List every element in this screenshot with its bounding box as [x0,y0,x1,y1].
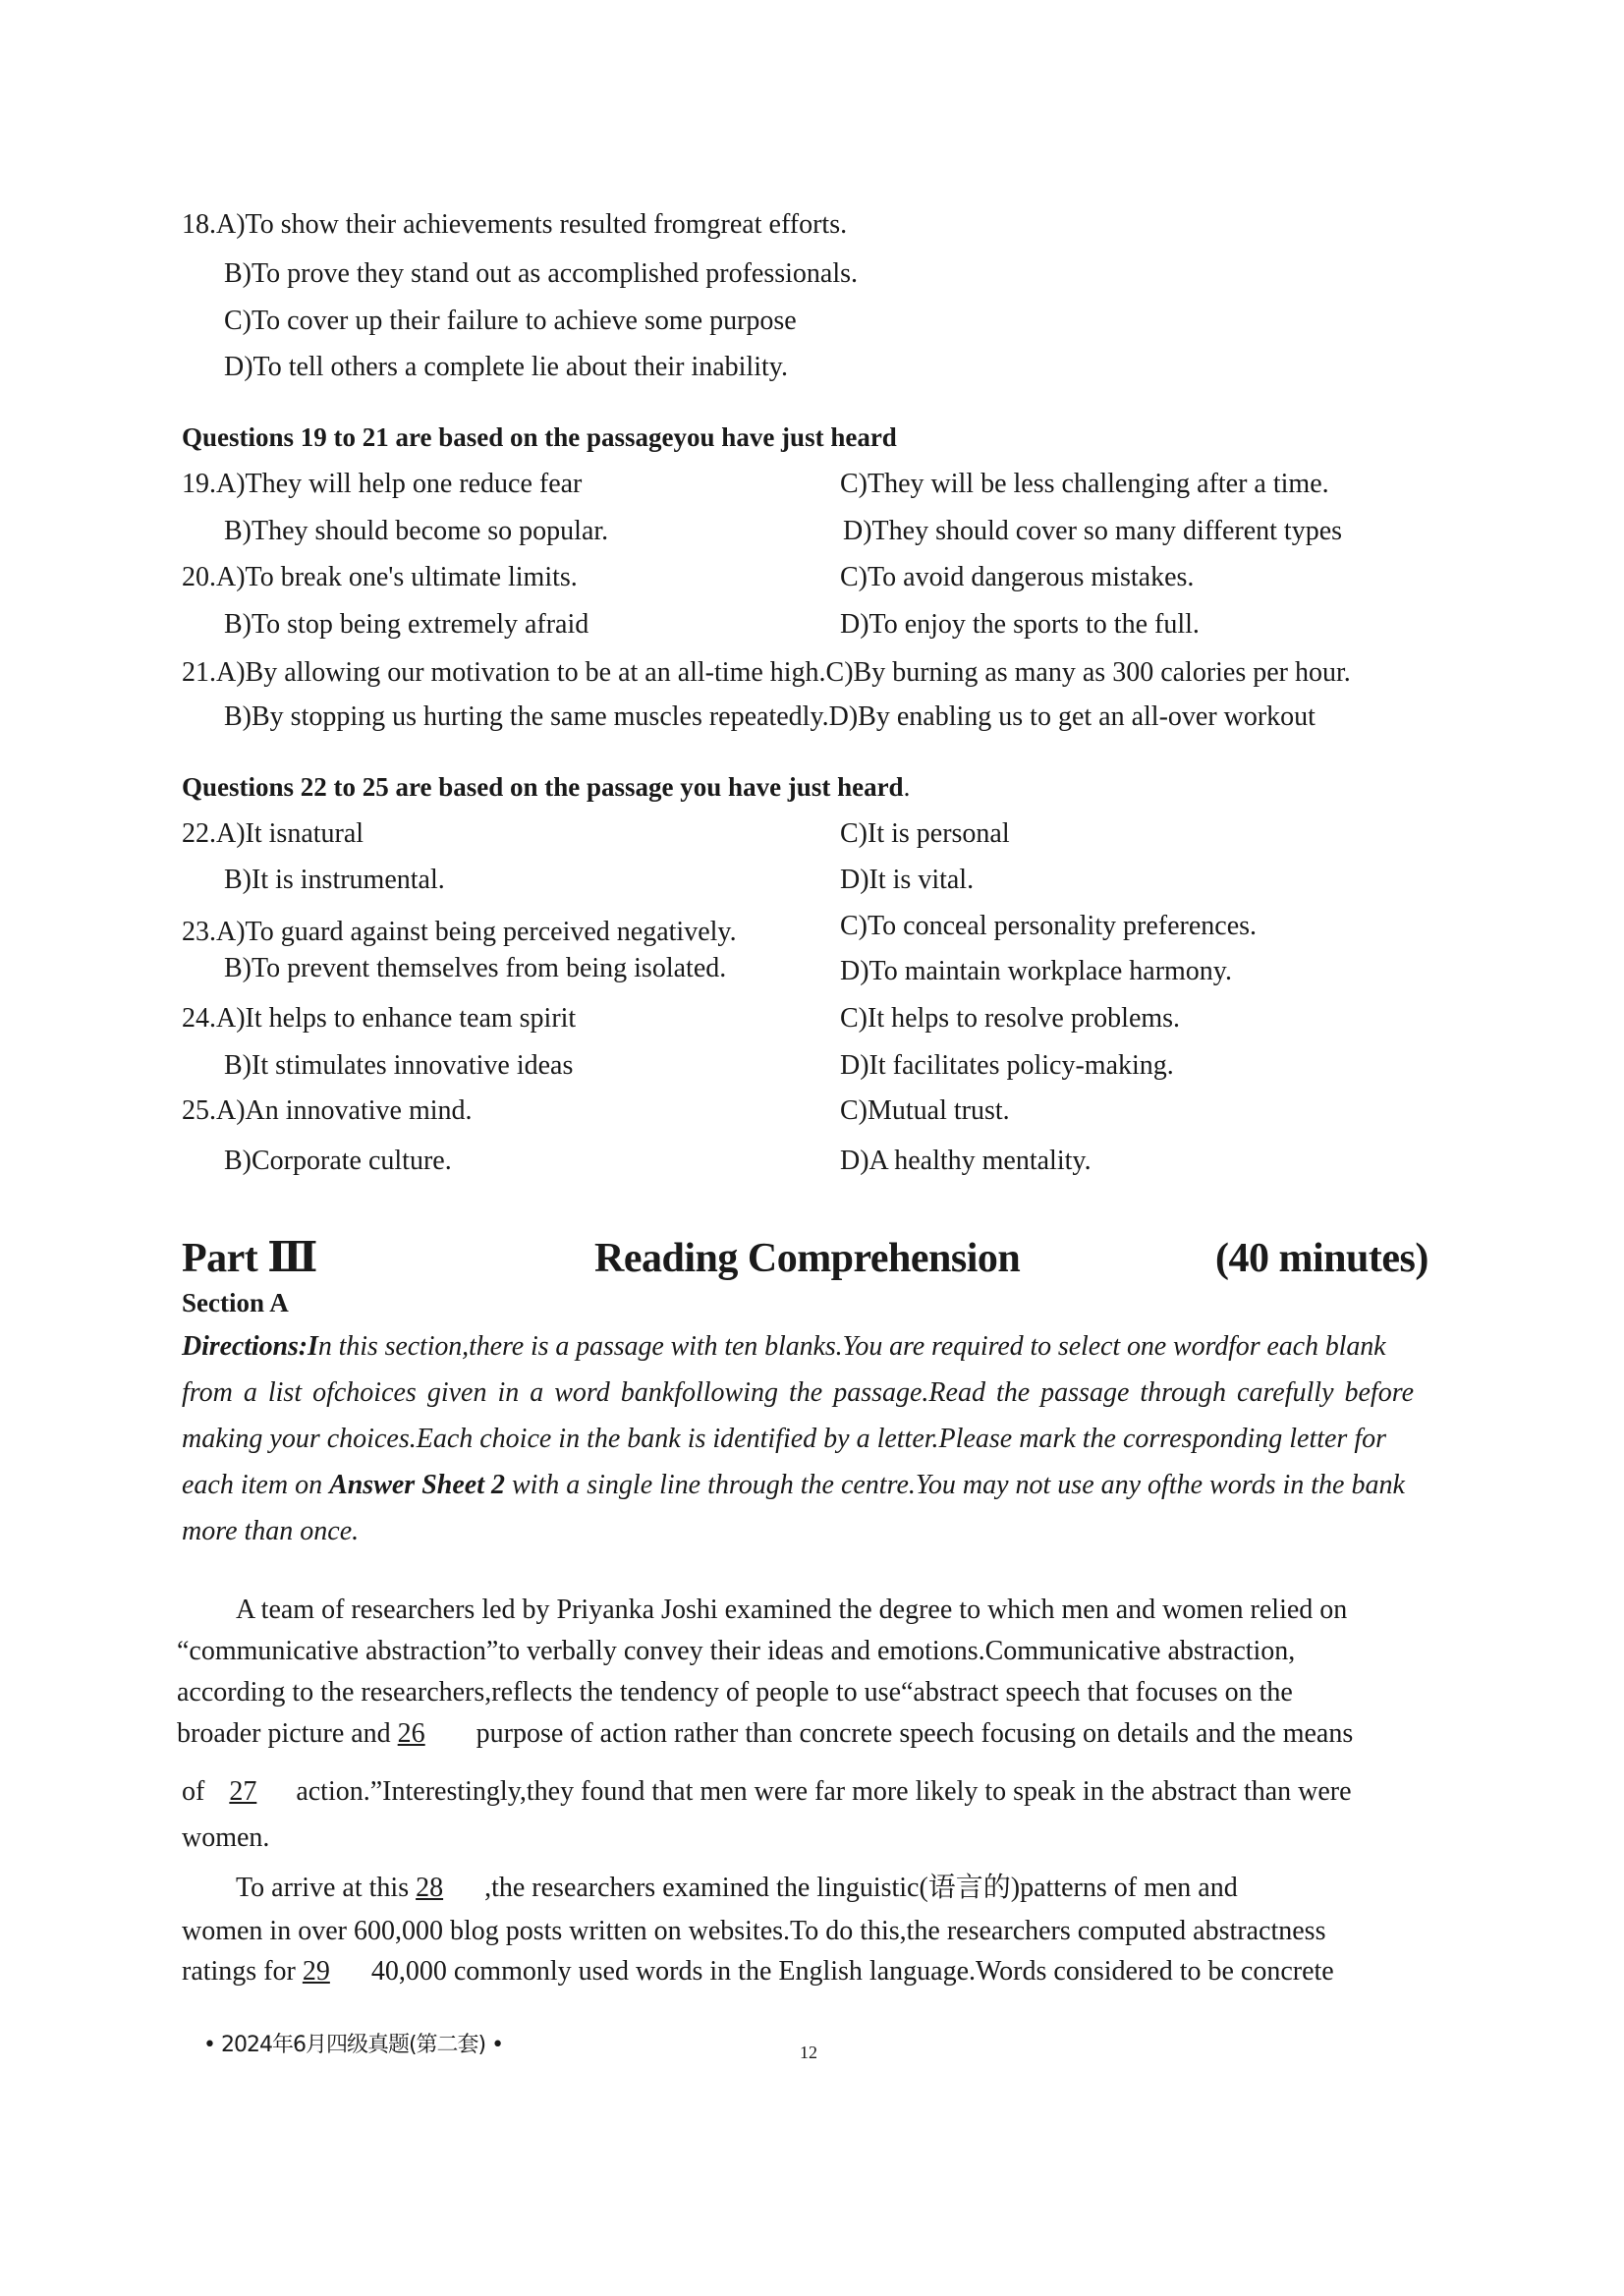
part-label: Part Ⅲ [182,1236,317,1281]
directions-line-5: more than once. [182,1516,360,1546]
passage-p1-line-5-end: action.”Interestingly,they found that men were far more likely to speak in the abstract than were [296,1776,1352,1807]
q20-option-b: B)To stop being extremely afraid [224,609,589,640]
directions-label: Directions:I [182,1331,318,1362]
q20-option-a: 20.A)To break one's ultimate limits. [182,562,578,592]
section-a-heading: Section A [182,1288,289,1317]
answer-sheet-label: Answer Sheet 2 [329,1470,505,1500]
q25-option-b: B)Corporate culture. [224,1146,452,1176]
q24-option-a: 24.A)It helps to enhance team spirit [182,1003,577,1034]
q20-option-c: C)To avoid dangerous mistakes. [840,562,1195,592]
q24-option-d: D)It facilitates policy-making. [840,1050,1174,1081]
part-title: Reading Comprehension [594,1236,1021,1281]
passage-p1-line-2: “communicative abstraction”to verbally convey their ideas and emotions.Communicative abstraction, [177,1636,1296,1666]
passage-p1-line-1: A team of researchers led by Priyanka Joshi examined the degree to which men and women relied on [236,1595,1348,1625]
passage-p1-line-6: women. [182,1822,270,1853]
passage-p2-line-3-start: ratings for [182,1956,303,1987]
q24-option-b: B)It stimulates innovative ideas [224,1050,574,1081]
directions-line-4 [182,1472,1431,1499]
q21-options-b-d: B)By stopping us hurting the same muscles repeatedly.D)By enabling us to get an all-over workout [224,701,1316,732]
q21-options-a-c: 21.A)By allowing our motivation to be at an all-time high.C)By burning as many as 300 calories per hour. [182,657,1351,688]
passage-p1-line-4-start: broader picture and [177,1718,398,1749]
section-heading-19-21: Questions 19 to 21 are based on the passageyou have just heard [182,422,897,452]
blank-29: 29 [302,1956,330,1987]
q19-option-d: D)They should cover so many different types [843,516,1343,546]
q18-option-d: D)To tell others a complete lie about their inability. [224,352,788,382]
q18-option-c: C)To cover up their failure to achieve some purpose [224,306,797,336]
directions-text-4c: with a single line through the centre.You may not use any ofthe words in the bank [505,1470,1405,1500]
passage-p2-line-3 [182,1958,1334,1986]
q22-option-a: 22.A)It isnatural [182,818,364,849]
section-heading-22-25-period: . [903,772,911,802]
footer-exam-title: • 2024年6月四级真题(第二套) • [203,2033,504,2057]
passage-p2-line-3-end: 40,000 commonly used words in the English language.Words considered to be concrete [370,1956,1334,1987]
q20-option-d: D)To enjoy the sports to the full. [840,609,1200,640]
page-number: 12 [800,2043,817,2062]
directions-line-1 [182,1333,1431,1361]
q22-option-c: C)It is personal [840,818,1010,849]
q18-option-a: 18.A)To show their achievements resulted fromgreat efforts. [182,209,848,240]
q23-option-a: 23.A)To guard against being perceived negatively. [182,917,737,947]
passage-p2-line-1 [236,1875,1238,1902]
passage-p1-line-5 [182,1778,1352,1806]
directions-line-2: from a list ofchoices given in a word bankfollowing the passage.Read the passage through carefully before [182,1377,1414,1408]
blank-26: 26 [397,1718,425,1749]
passage-p1-line-5-start: of [182,1776,205,1807]
q23-option-b: B)To prevent themselves from being isolated. [224,953,727,983]
directions-line-3: making your choices.Each choice in the bank is identified by a letter.Please mark the corresponding letter for [182,1424,1386,1454]
q22-option-d: D)It is vital. [840,865,975,895]
q24-option-c: C)It helps to resolve problems. [840,1003,1181,1034]
part-time: (40 minutes) [1215,1236,1428,1281]
passage-p2-line-2: women in over 600,000 blog posts written on websites.To do this,the researchers computed abstractness [182,1916,1326,1946]
blank-27: 27 [229,1776,257,1807]
q25-option-d: D)A healthy mentality. [840,1146,1092,1176]
passage-p2-line-1-start: To arrive at this [236,1873,417,1903]
q23-option-d: D)To maintain workplace harmony. [840,956,1232,986]
directions-text-4a: each item on [182,1470,330,1500]
q25-option-c: C)Mutual trust. [840,1095,1010,1126]
section-heading-22-25-text: Questions 22 to 25 are based on the passage you have just heard [182,772,904,802]
passage-p2-line-1-end: ,the researchers examined the linguistic(语言的)patterns of men and [484,1873,1238,1903]
passage-p1-line-4-end: purpose of action rather than concrete speech focusing on details and the means [476,1718,1354,1749]
q22-option-b: B)It is instrumental. [224,865,445,895]
directions-text-1: n this section,there is a passage with ten blanks.You are required to select one wordfor each blank [317,1331,1386,1362]
q19-option-a: 19.A)They will help one reduce fear [182,469,583,499]
q25-option-a: 25.A)An innovative mind. [182,1095,473,1126]
passage-p1-line-4 [177,1720,1353,1748]
q19-option-b: B)They should become so popular. [224,516,609,546]
q18-option-b: B)To prove they stand out as accomplished professionals. [224,258,859,289]
q19-option-c: C)They will be less challenging after a time. [840,469,1329,499]
blank-28: 28 [416,1873,444,1903]
passage-p1-line-3: according to the researchers,reflects the tendency of people to use“abstract speech that focuses on the [177,1677,1293,1708]
q23-option-c: C)To conceal personality preferences. [840,911,1258,941]
section-heading-22-25 [182,774,910,801]
